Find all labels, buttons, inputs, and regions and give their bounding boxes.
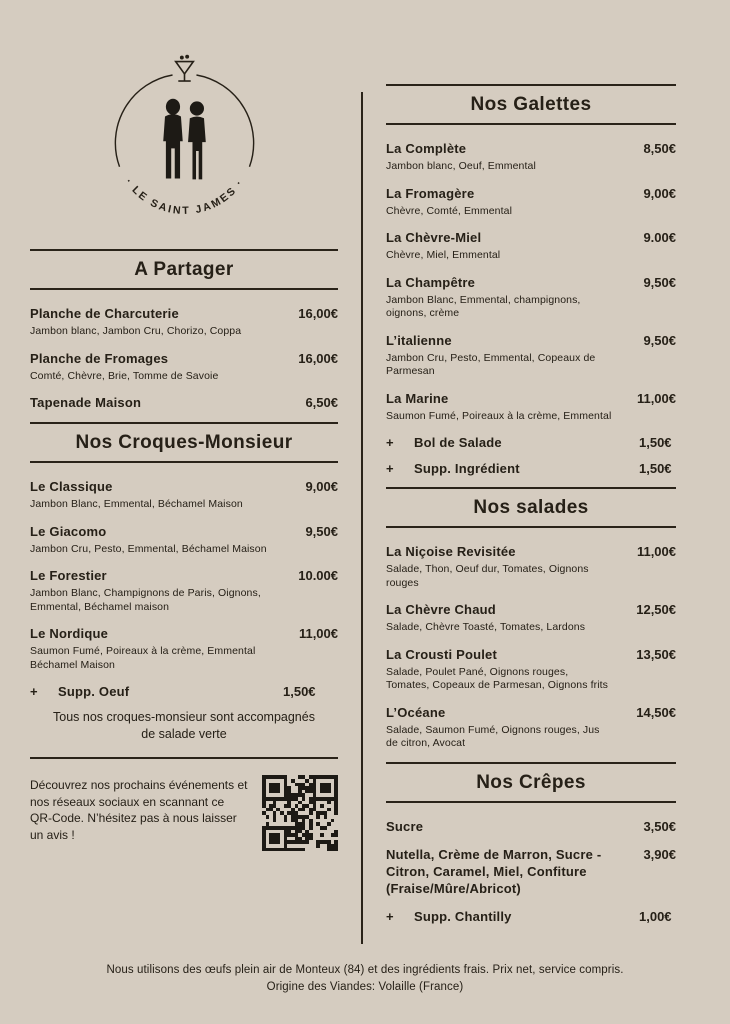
menu-item xyxy=(386,274,676,321)
supplement-price: 1,50€ xyxy=(283,684,316,700)
menu-item xyxy=(30,625,338,672)
item-description: Jambon Cru, Pesto, Emmental, Béchamel Maison xyxy=(30,542,267,555)
item-price: 16,00€ xyxy=(298,306,338,322)
item-price: 12,50€ xyxy=(636,602,676,617)
item-price: 14,50€ xyxy=(636,704,676,720)
item-price: 6,50€ xyxy=(305,395,338,411)
item-name: Le Nordique xyxy=(30,626,109,642)
supplement-name: Bol de Salade xyxy=(414,435,502,450)
item-name: Nutella, Crème de Marron, Sucre - Citron, Caramel, Miel, Confiture (Fraise/Mûre/Abricot) xyxy=(386,846,602,896)
section-header-a-partager xyxy=(30,249,338,290)
couple-silhouette-icon xyxy=(163,99,206,180)
item-price: 3,90€ xyxy=(643,846,676,862)
section-title: A Partager xyxy=(134,259,234,281)
menu-item xyxy=(386,140,676,174)
item-name: Le Forestier xyxy=(30,568,107,584)
item-price: 9,50€ xyxy=(643,274,676,290)
section-title: Nos Crêpes xyxy=(476,771,586,793)
menu-item xyxy=(30,478,338,512)
supplement-row xyxy=(386,434,676,451)
item-name: La Chèvre-Miel xyxy=(386,230,482,245)
plus-sign: + xyxy=(386,435,394,450)
menu-item xyxy=(386,185,676,219)
item-description: Comté, Chèvre, Brie, Tomme de Savoie xyxy=(30,369,219,382)
croques-note: Tous nos croques-monsieur sont accompagnés de salade verte xyxy=(53,710,315,742)
item-name: La Marine xyxy=(386,390,449,406)
section-header-galettes xyxy=(386,84,676,125)
restaurant-logo xyxy=(87,50,282,227)
item-price: 10.00€ xyxy=(298,568,338,584)
item-description: Jambon Blanc, Emmental, Béchamel Maison xyxy=(30,498,243,511)
item-name: La Fromagère xyxy=(386,185,475,201)
item-price: 9,00€ xyxy=(643,185,676,201)
right-column xyxy=(386,84,676,934)
item-description: Salade, Thon, Oeuf dur, Tomates, Oignons rouges xyxy=(386,563,589,589)
menu-item xyxy=(30,394,338,411)
supplement-name: Supp. Oeuf xyxy=(58,684,130,700)
menu-item xyxy=(30,350,338,384)
item-price: 11,00€ xyxy=(636,544,676,559)
qr-block xyxy=(30,775,338,851)
menu-item xyxy=(386,332,676,379)
plus-sign: + xyxy=(386,461,394,476)
item-name: La Crousti Poulet xyxy=(386,646,498,662)
item-description: Salade, Saumon Fumé, Oignons rouges, Jus de citron, Avocat xyxy=(386,723,600,749)
section-items-galettes xyxy=(386,140,676,477)
item-price: 9,00€ xyxy=(305,479,338,495)
footer-line-1: Nous utilisons des œufs plein air de Monteux (84) et des ingrédients frais. Prix net, service compris. xyxy=(106,964,624,976)
item-name: La Chèvre Chaud xyxy=(386,602,496,617)
logo-circle-left-arc xyxy=(115,75,172,167)
item-name: Sucre xyxy=(386,818,424,834)
item-price: 3,50€ xyxy=(643,818,676,834)
item-name: Planche de Charcuterie xyxy=(30,306,179,322)
horizontal-rule xyxy=(30,757,338,759)
section-title: Nos salades xyxy=(473,497,589,518)
menu-item xyxy=(386,390,676,424)
menu-item xyxy=(386,601,676,635)
left-column xyxy=(30,50,338,851)
item-price: 11,00€ xyxy=(298,626,338,642)
section-title: Nos Galettes xyxy=(470,94,592,115)
menu-item xyxy=(386,229,676,263)
menu-item xyxy=(386,646,676,693)
item-price: 13,50€ xyxy=(636,646,676,662)
item-name: L’italienne xyxy=(386,332,452,348)
menu-item xyxy=(30,523,338,557)
section-title: Nos Croques-Monsieur xyxy=(75,432,293,454)
item-name: La Niçoise Revisitée xyxy=(386,544,516,559)
cocktail-glass-icon xyxy=(175,55,193,81)
supplement-row xyxy=(386,460,676,477)
supplement-row xyxy=(386,908,676,925)
logo-name-textpath: · LE SAINT JAMES · xyxy=(122,176,246,218)
footer-line-2: Origine des Viandes: Volaille (France) xyxy=(266,981,464,993)
logo-circle-right-arc xyxy=(196,75,253,167)
section-items-a-partager xyxy=(30,305,338,411)
supplement-row xyxy=(30,683,338,700)
menu-item xyxy=(386,704,676,751)
menu-item xyxy=(30,305,338,339)
section-header-salades xyxy=(386,487,676,528)
menu-item xyxy=(30,567,338,614)
qr-invite-text: Découvrez nos prochains événements et nos réseaux sociaux en scannant ce QR-Code. N’hésitez pas à nous laisser un avis ! xyxy=(30,778,248,842)
qr-code xyxy=(262,775,338,851)
item-description: Jambon blanc, Jambon Cru, Chorizo, Coppa xyxy=(30,325,242,338)
section-header-croques xyxy=(30,422,338,463)
plus-sign: + xyxy=(30,684,38,700)
item-name: Le Classique xyxy=(30,479,113,495)
supplement-price: 1,00€ xyxy=(639,908,672,924)
supplement-price: 1,50€ xyxy=(639,435,672,450)
item-price: 16,00€ xyxy=(298,350,338,366)
item-name: Planche de Fromages xyxy=(30,350,169,366)
section-header-crepes xyxy=(386,762,676,803)
supplement-price: 1,50€ xyxy=(639,461,672,476)
item-name: La Champêtre xyxy=(386,274,476,290)
section-items-crepes xyxy=(386,818,676,925)
item-description: Salade, Chèvre Toasté, Tomates, Lardons xyxy=(386,621,586,633)
supplement-name: Supp. Ingrédient xyxy=(414,461,520,476)
menu-item xyxy=(386,846,676,897)
supplement-name: Supp. Chantilly xyxy=(414,908,512,924)
item-price: 9,50€ xyxy=(643,332,676,348)
item-description: Jambon Blanc, Emmental, champignons, oignons, crème xyxy=(386,293,581,319)
item-name: Le Giacomo xyxy=(30,523,107,539)
section-items-croques xyxy=(30,478,338,743)
item-price: 11,00€ xyxy=(636,390,676,406)
item-description: Chèvre, Comté, Emmental xyxy=(386,204,513,217)
item-description: Jambon blanc, Oeuf, Emmental xyxy=(386,160,536,172)
logo-graphic xyxy=(87,50,282,227)
logo-arc-text xyxy=(122,176,246,217)
item-name: Tapenade Maison xyxy=(30,395,142,411)
item-description: Chèvre, Miel, Emmental xyxy=(386,249,501,261)
item-description: Salade, Poulet Pané, Oignons rouges, Tomates, Copeaux de Parmesan, Oignons frits xyxy=(386,665,608,691)
item-price: 9,50€ xyxy=(305,523,338,539)
footer xyxy=(0,962,730,996)
item-price: 9.00€ xyxy=(643,230,676,245)
item-name: La Complète xyxy=(386,141,467,156)
item-description: Jambon Cru, Pesto, Emmental, Copeaux de Parmesan xyxy=(386,351,596,377)
item-description: Jambon Blanc, Champignons de Paris, Oignons, Emmental, Béchamel maison xyxy=(30,587,261,613)
column-divider xyxy=(361,92,363,944)
menu-item xyxy=(386,818,676,835)
section-items-salades xyxy=(386,543,676,751)
item-name: L’Océane xyxy=(386,704,446,720)
menu-item xyxy=(386,543,676,590)
item-price: 8,50€ xyxy=(643,141,676,156)
plus-sign: + xyxy=(386,908,394,924)
item-description: Saumon Fumé, Poireaux à la crème, Emmental Béchamel Maison xyxy=(30,645,256,671)
item-description: Saumon Fumé, Poireaux à la crème, Emmental xyxy=(386,409,612,422)
